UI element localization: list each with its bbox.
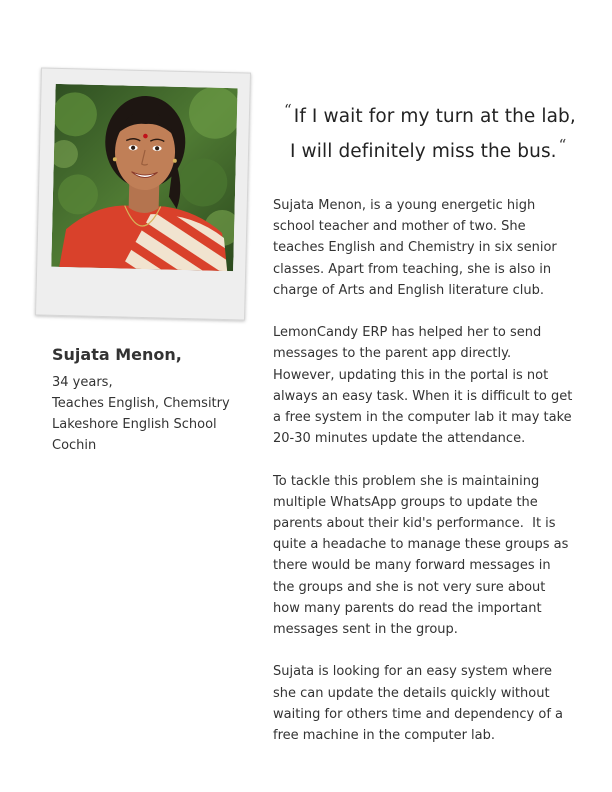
paragraph-line: there would be many forward messages in: [273, 558, 551, 574]
paragraph: [273, 471, 573, 641]
paragraph-line: she can update the details quickly without: [273, 685, 550, 701]
paragraph: [273, 195, 573, 301]
paragraph-line: the groups and she is not very sure about: [273, 579, 546, 595]
paragraph-line: LemonCandy ERP has helped her to send: [273, 325, 542, 341]
person-name: Sujata Menon,: [52, 345, 182, 364]
paragraph-line: always an easy task. When it is difficult to get: [273, 388, 573, 404]
paragraph-line: multiple WhatsApp groups to update the: [273, 494, 538, 510]
paragraph-line: school teacher and mother of two. She: [273, 219, 526, 235]
paragraph: [273, 661, 573, 746]
quote-text-2: I will definitely miss the bus.: [290, 141, 557, 162]
paragraph-line: 20-30 minutes update the attendance.: [273, 431, 526, 447]
paragraph-line: To tackle this problem she is maintaining: [273, 473, 540, 489]
paragraph-line: waiting for others time and dependency of a: [273, 706, 564, 722]
paragraph-line: classes. Apart from teaching, she is also in: [273, 261, 552, 277]
paragraph-line: a free system in the computer lab it may take: [273, 410, 572, 426]
quote-line-1: [282, 96, 592, 131]
quote-text-1: If I wait for my turn at the lab,: [293, 106, 576, 127]
person-caption: [52, 345, 252, 456]
paragraph-line: messages sent in the group.: [273, 622, 458, 638]
paragraph-line: free machine in the computer lab.: [273, 728, 496, 744]
person-city: Cochin: [52, 438, 97, 453]
person-age: 34 years,: [52, 375, 113, 390]
quote-line-2: [282, 131, 592, 166]
paragraph-line: charge of Arts and English literature club.: [273, 282, 544, 298]
paragraph-line: how many parents do read the important: [273, 600, 542, 616]
pull-quote: [282, 96, 592, 166]
body-text: [273, 195, 573, 767]
paragraph-line: However, updating this in the portal is not: [273, 367, 549, 383]
paragraph: [273, 322, 573, 449]
portrait-illustration: [51, 84, 237, 271]
portrait-photo: [51, 84, 237, 271]
paragraph-line: Sujata Menon, is a young energetic high: [273, 198, 536, 213]
paragraph-line: quite a headache to manage these groups as: [273, 537, 569, 553]
paragraph-line: parents about their kid's performance. It is: [273, 516, 556, 532]
polaroid-frame: [35, 67, 251, 320]
paragraph-line: messages to the parent app directly.: [273, 346, 512, 362]
person-school: Lakeshore English School: [52, 417, 217, 432]
paragraph-line: Sujata is looking for an easy system where: [273, 664, 553, 680]
person-role: Teaches English, Chemsitry: [52, 396, 230, 411]
close-quote-mark: “: [558, 136, 567, 154]
open-quote-mark: “: [284, 101, 292, 119]
paragraph-line: teaches English and Chemistry in six senior: [273, 240, 557, 256]
